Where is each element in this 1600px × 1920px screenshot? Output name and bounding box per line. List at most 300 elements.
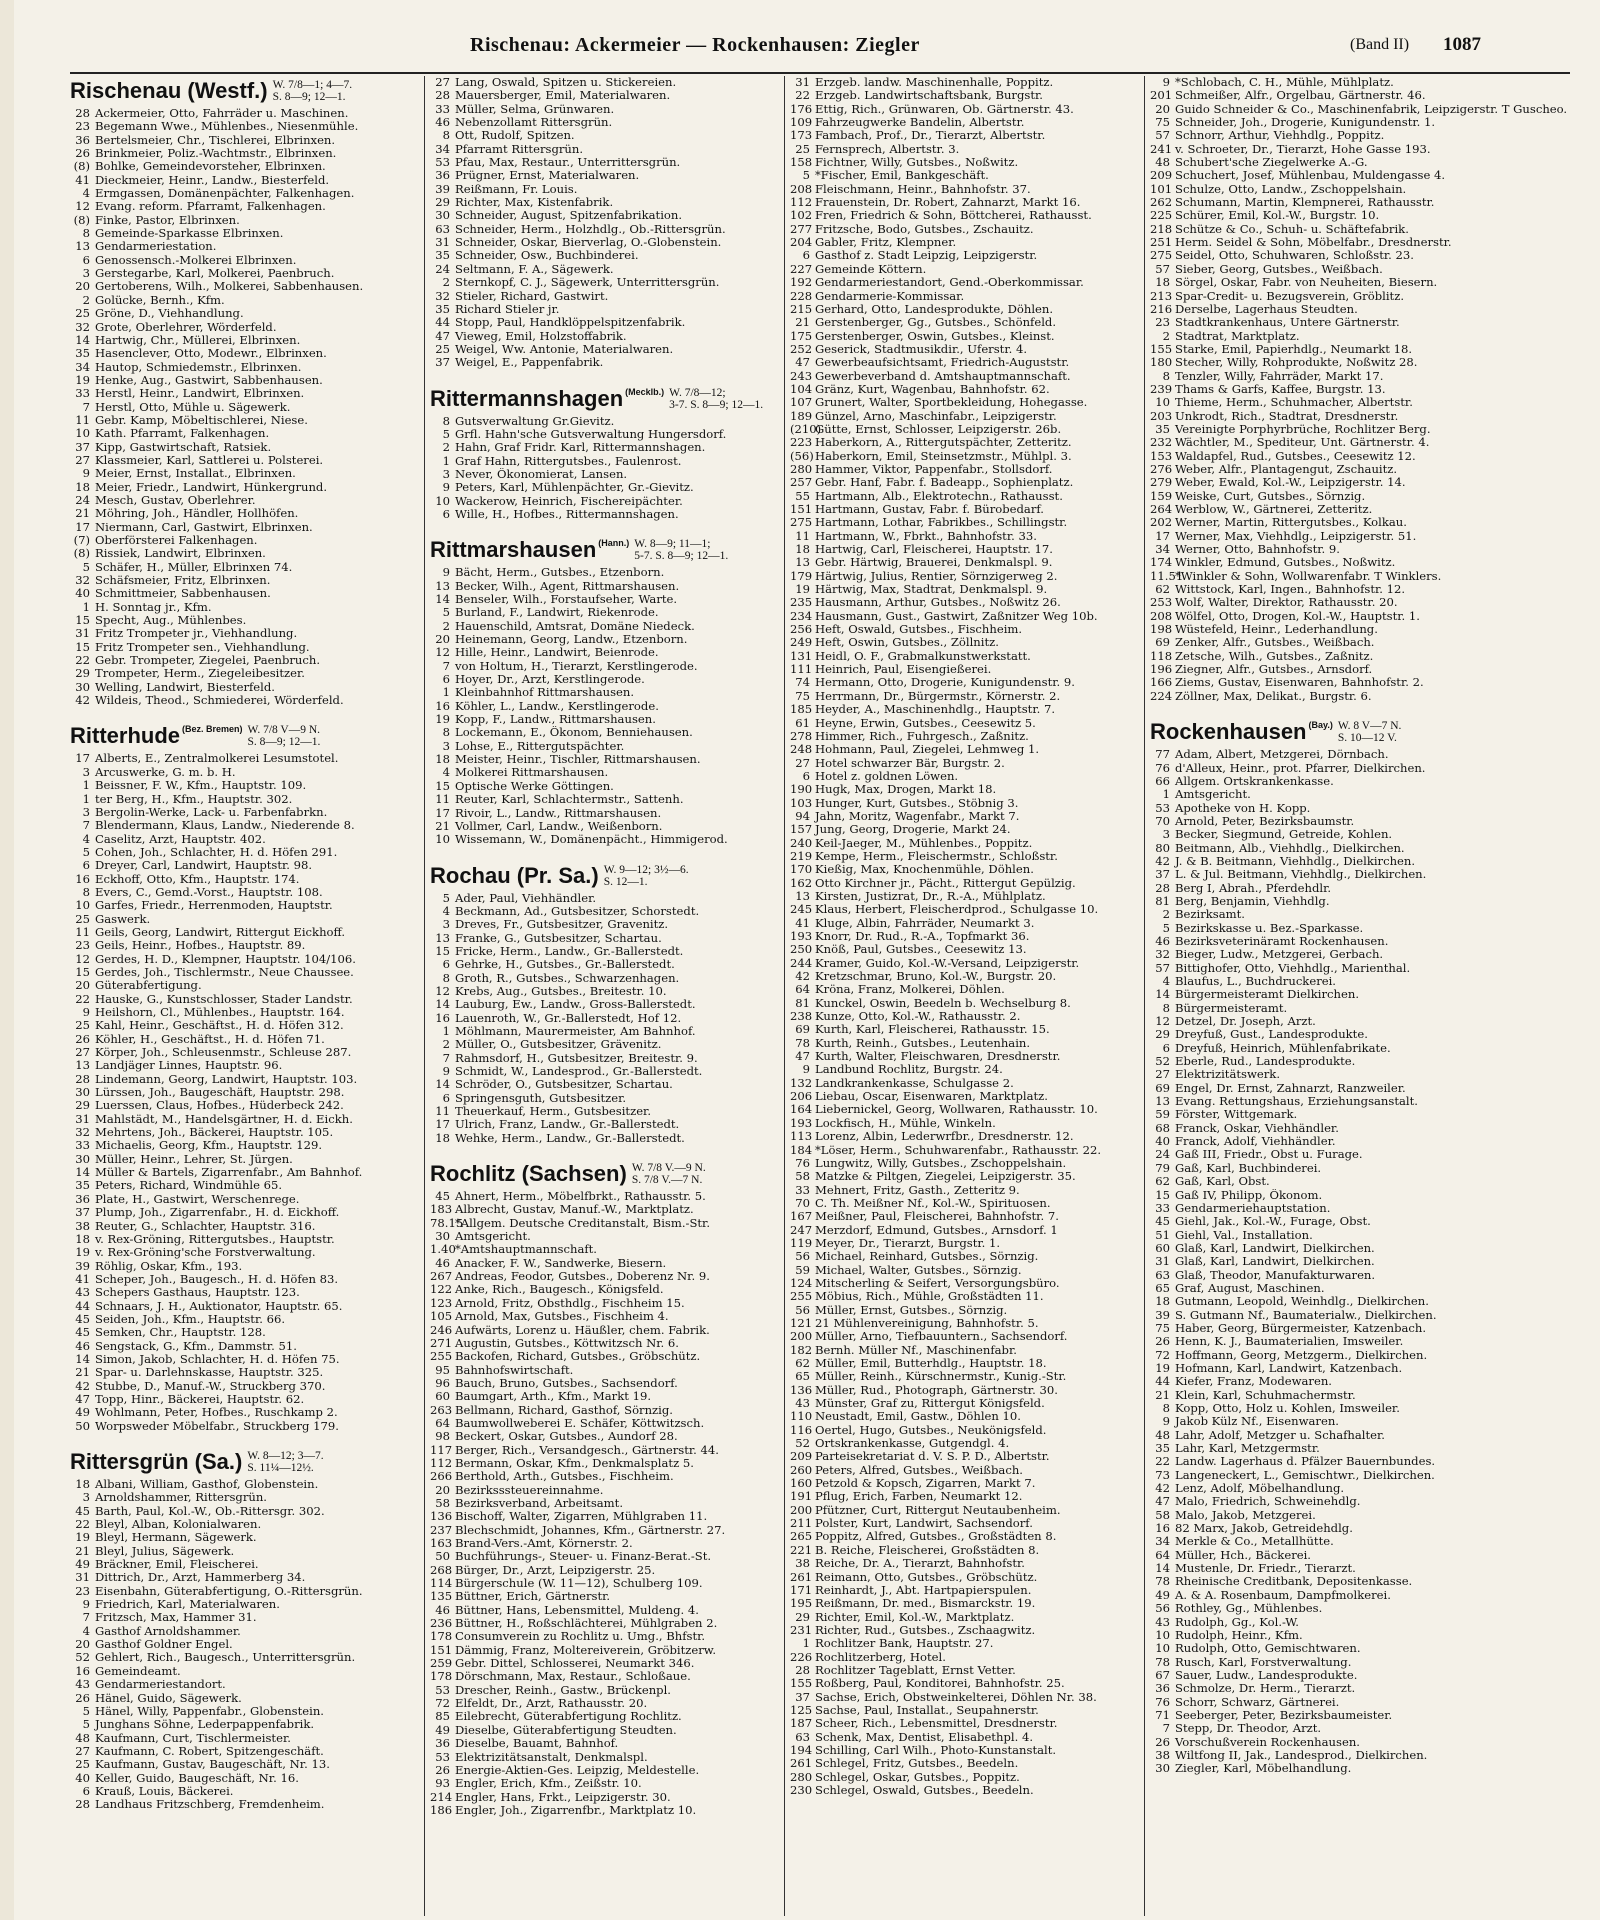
listing-entry [790, 1290, 1140, 1303]
phone-number: 9 [802, 1063, 810, 1077]
subscriber-name: Peters, Karl, Mühlenpächter, Gr.-Gievitz. [455, 481, 694, 495]
phone-number: 75 [1155, 1321, 1170, 1335]
phone-number: 265 [790, 1530, 813, 1544]
column-4 [1150, 76, 1570, 1916]
subscriber-name: Kiefer, Franz, Modewaren. [1175, 1375, 1332, 1389]
listing-entry [1150, 196, 1570, 209]
phone-number: 11 [75, 413, 90, 427]
phone-number: 8 [1162, 369, 1170, 383]
phone-number: 8 [82, 227, 90, 241]
subscriber-name: Förster, Wittgemark. [1175, 1108, 1298, 1122]
subscriber-name: Gewerbeaufsichtsamt, Friedrich-Auguststr. [815, 356, 1070, 370]
listing-entry [430, 143, 780, 156]
listing-entry [1150, 1482, 1570, 1495]
listing-entry [1150, 1135, 1570, 1148]
phone-number: 7 [442, 1051, 450, 1065]
subscriber-name: Bellmann, Richard, Gasthof, Sörnzig. [455, 1403, 673, 1417]
subscriber-name: Mauersberger, Emil, Materialwaren. [455, 89, 671, 103]
listing-entry [70, 1798, 420, 1811]
subscriber-name: Kirsten, Justizrat, Dr., R.-A., Mühlplatz. [815, 889, 1046, 903]
phone-number: 30 [435, 1230, 450, 1244]
phone-number: 73 [1155, 1468, 1170, 1482]
subscriber-name: Schürer, Emil, Kol.-W., Burgstr. 10. [1175, 209, 1380, 223]
listing-entry [70, 1692, 420, 1705]
listing-entry [70, 227, 420, 240]
listing-entry [790, 316, 1140, 329]
listing-entry [1150, 1028, 1570, 1041]
subscriber-name: *Löser, Herm., Schuhwarenfabr., Rathausstr. 22. [815, 1143, 1102, 1157]
region-label: (Hann.) [598, 538, 630, 549]
listing-entry [790, 1544, 1140, 1557]
subscriber-name: Kipp, Gastwirtschaft, Ratsiek. [95, 440, 272, 454]
listing-entry [70, 641, 420, 654]
phone-number: 15 [435, 944, 450, 958]
listing-entry [1150, 1562, 1570, 1575]
phone-number: 221 [790, 1543, 813, 1557]
listing-entry [790, 503, 1140, 516]
listing-entry [1150, 276, 1570, 289]
subscriber-name: Michaelis, Georg, Kfm., Hauptstr. 129. [95, 1139, 323, 1153]
phone-number: 20 [75, 979, 90, 993]
subscriber-name: Genossensch.-Molkerei Elbrinxen. [95, 253, 297, 267]
subscriber-name: Eisenbahn, Güterabfertigung, O.-Rittersgrün. [95, 1584, 363, 1598]
subscriber-name: Kretzschmar, Bruno, Kol.-W., Burgstr. 20. [815, 970, 1057, 984]
phone-number: 164 [790, 1103, 813, 1117]
listing-entry [430, 1697, 780, 1710]
subscriber-name: Evang. reform. Pfarramt, Falkenhagen. [95, 200, 326, 214]
listing-entry [430, 1270, 780, 1283]
subscriber-name: Knöß, Paul, Gutsbes., Ceesewitz 13. [815, 943, 1027, 957]
subscriber-name: Otto Kirchner jr., Pächt., Rittergut Gepülzig. [815, 876, 1076, 890]
listing-entry [1150, 343, 1570, 356]
phone-number: 44 [1155, 1375, 1170, 1389]
phone-number: 26 [75, 1032, 90, 1046]
listing-entry [1150, 1282, 1570, 1295]
subscriber-name: Kießig, Max, Knochenmühle, Döhlen. [815, 863, 1034, 877]
subscriber-name: Gemeindeamt. [95, 1664, 181, 1678]
subscriber-name: Eberle, Rud., Landesprodukte. [1175, 1055, 1356, 1069]
listing-entry [790, 490, 1140, 503]
phone-number: 59 [1155, 1108, 1170, 1122]
phone-number: 35 [75, 1179, 90, 1193]
subscriber-name: Hartwig, Chr., Müllerei, Elbrinxen. [95, 333, 301, 347]
subscriber-name: Backofen, Richard, Gutsbes., Gröbschütz. [455, 1350, 701, 1364]
subscriber-name: Schmeißer, Alfr., Orgelbau, Gärtnerstr. 46. [1175, 89, 1426, 103]
listing-entry [790, 1264, 1140, 1277]
subscriber-name: Haber, Georg, Bürgermeister, Katzenbach. [1175, 1321, 1427, 1335]
phone-number: 50 [75, 1419, 90, 1433]
subscriber-name: Schneider, Joh., Drogerie, Kunigundenstr. 1. [1175, 116, 1436, 130]
listing-entry [1150, 463, 1570, 476]
listing-entry [790, 636, 1140, 649]
phone-number: 58 [1155, 1508, 1170, 1522]
subscriber-name: *Schlobach, C. H., Mühle, Mühlplatz. [1175, 76, 1394, 89]
phone-number: 113 [790, 1130, 813, 1144]
phone-number: 157 [790, 823, 813, 837]
listing-entry [790, 623, 1140, 636]
phone-number: 16 [1155, 1522, 1170, 1536]
listing-entry [430, 1324, 780, 1337]
subscriber-name: Spar-Credit- u. Bezugsverein, Gröblitz. [1175, 289, 1404, 303]
phone-number: 37 [75, 440, 90, 454]
phone-number: 24 [435, 262, 450, 276]
subscriber-name: L. & Jul. Beitmann, Viehhdlg., Dielkirchen. [1175, 868, 1427, 882]
listing-entry [430, 740, 780, 753]
phone-number: 179 [790, 569, 813, 583]
subscriber-name: Bergolin-Werke, Lack- u. Farbenfabrkn. [95, 805, 328, 819]
subscriber-name: Roßberg, Paul, Konditorei, Bahnhofstr. 25. [815, 1677, 1065, 1691]
subscriber-name: Hunger, Kurt, Gutsbes., Stöbnig 3. [815, 796, 1019, 810]
listing-entry [1150, 1629, 1570, 1642]
subscriber-name: Grunert, Walter, Sportbekleidung, Hohegasse. [815, 396, 1088, 410]
place-name: Rockenhausen [1150, 719, 1307, 745]
listing-entry [430, 316, 780, 329]
subscriber-name: Ackermeier, Otto, Fahrräder u. Maschinen. [95, 107, 349, 120]
subscriber-name: Gebr. Hanf, Fabr. f. Badeapp., Sophienplatz. [815, 476, 1074, 490]
phone-number: 257 [790, 476, 813, 490]
listing-entry [790, 476, 1140, 489]
phone-number: 36 [75, 133, 90, 147]
phone-number: 30 [1155, 1762, 1170, 1776]
phone-number: 16 [75, 1664, 90, 1678]
listing-entry [790, 1651, 1140, 1664]
phone-number: 10 [75, 427, 90, 441]
subscriber-name: Keil-Jaeger, M., Mühlenbes., Poppitz. [815, 836, 1033, 850]
listing-entry [70, 280, 420, 293]
listing-entry [1150, 1415, 1570, 1428]
listing-entry [790, 837, 1140, 850]
listing-entry [1150, 450, 1570, 463]
subscriber-name: S. Gutmann Nf., Baumaterialw., Dielkirchen. [1175, 1308, 1437, 1322]
phone-number: 46 [435, 1256, 450, 1270]
listing-entry [1150, 962, 1570, 975]
listing-entry [430, 1444, 780, 1457]
weekday-hours: W. 7/8 V—9 N. [247, 724, 321, 737]
phone-number: 184 [790, 1143, 813, 1157]
listing-entry [430, 276, 780, 289]
subscriber-name: Michael, Walter, Gutsbes., Sörnzig. [815, 1263, 1022, 1277]
phone-number: 234 [790, 609, 813, 623]
listing-entry [790, 1571, 1140, 1584]
listing-entry [790, 583, 1140, 596]
subscriber-name: Berthold, Arth., Gutsbes., Fischheim. [455, 1470, 674, 1484]
listing-entry [790, 1704, 1140, 1717]
listing-entry [1150, 1202, 1570, 1215]
subscriber-name: Albani, William, Gasthof, Globenstein. [95, 1478, 319, 1491]
subscriber-name: Gewerbeverband d. Amtshauptmannschaft. [815, 369, 1071, 383]
phone-number: 278 [790, 729, 813, 743]
subscriber-name: Gabler, Fritz, Klempner. [815, 236, 957, 250]
listing-entry [790, 1250, 1140, 1263]
subscriber-name: Simon, Jakob, Schlachter, H. d. Höfen 75. [95, 1352, 340, 1366]
phone-number: 5 [82, 845, 90, 859]
subscriber-name: Optische Werke Göttingen. [455, 779, 614, 793]
listing-entry [70, 1651, 420, 1664]
phone-number: 256 [790, 623, 813, 637]
subscriber-name: Gerdes, H. D., Klempner, Hauptstr. 104/106. [95, 952, 356, 966]
listing-entry [1150, 948, 1570, 961]
subscriber-name: Lungwitz, Willy, Gutsbes., Zschoppelshain. [815, 1156, 1067, 1170]
subscriber-name: Büttner, Erich, Gärtnerstr. [455, 1590, 611, 1604]
listing-entry [430, 1243, 780, 1256]
listing-entry [790, 1130, 1140, 1143]
subscriber-name: ter Berg, H., Kfm., Hauptstr. 302. [95, 792, 293, 806]
phone-number: 58 [795, 1170, 810, 1184]
subscriber-name: Engler, Joh., Zigarrenfbr., Marktplatz 10. [455, 1803, 697, 1817]
listing-entry [70, 953, 420, 966]
listing-entry [790, 1517, 1140, 1530]
listing-entry [70, 521, 420, 534]
listing-entry [790, 263, 1140, 276]
phone-number: 21 [75, 1544, 90, 1558]
subscriber-name: Guido Schneider & Co., Maschinenfabrik, Leipzigerstr. T Guscheo. [1175, 102, 1568, 116]
phone-number: 19 [75, 373, 90, 387]
phone-number: 22 [75, 1518, 90, 1532]
listing-entry [430, 249, 780, 262]
subscriber-name: Seiden, Joh., Kfm., Hauptstr. 66. [95, 1312, 286, 1326]
phone-number: 27 [795, 756, 810, 770]
phone-number: 2 [82, 293, 90, 307]
subscriber-name: Never, Ökonomierat, Lansen. [455, 467, 628, 481]
phone-number: 40 [75, 1771, 90, 1785]
listing-entry [1150, 1375, 1570, 1388]
subscriber-name: Gehrke, H., Gutsbes., Gr.-Ballerstedt. [455, 958, 675, 972]
listing-entry [1150, 583, 1570, 596]
subscriber-name: Pflug, Erich, Farben, Neumarkt 12. [815, 1490, 1023, 1504]
phone-number: 44 [435, 316, 450, 330]
listing-entry [1150, 1148, 1570, 1161]
listing-entry [790, 143, 1140, 156]
subscriber-name: Hänel, Guido, Sägewerk. [95, 1691, 242, 1705]
listing-entry [790, 783, 1140, 796]
subscriber-name: Richter, Max, Kistenfabrik. [455, 196, 614, 210]
phone-number: 19 [795, 583, 810, 597]
subscriber-name: Klaus, Herbert, Fleischerdprod., Schulgasse 10. [815, 903, 1099, 917]
listing-entry [70, 1772, 420, 1785]
phone-number: 8 [442, 414, 450, 428]
listing-entry [1150, 570, 1570, 583]
listing-entry [430, 169, 780, 182]
phone-number: 13 [795, 556, 810, 570]
listing-entry [430, 673, 780, 686]
subscriber-name: Bezirksamt. [1175, 908, 1245, 922]
listing-entry [790, 1144, 1140, 1157]
listing-entry [70, 886, 420, 899]
phone-number: 121 [790, 1316, 813, 1330]
subscriber-name: Bezirksverband, Arbeitsamt. [455, 1496, 624, 1510]
subscriber-name: Kopp, F., Landw., Rittmarshausen. [455, 713, 656, 727]
phone-number: 3 [82, 765, 90, 779]
phone-number: 38 [1155, 1748, 1170, 1762]
subscriber-name: d'Alleux, Heinr., prot. Pfarrer, Dielkirchen. [1175, 761, 1426, 775]
phone-number: 40 [75, 587, 90, 601]
subscriber-name: Hartwig, Carl, Fleischerei, Hauptstr. 17. [815, 543, 1053, 557]
region-label: (Bez. Bremen) [182, 724, 243, 735]
phone-number: 49 [75, 1406, 90, 1420]
listing-entry [790, 1370, 1140, 1383]
subscriber-name: Fritz Trompeter sen., Viehhandlung. [95, 640, 310, 654]
listing-entry [790, 570, 1140, 583]
subscriber-name: Klassmeier, Karl, Sattlerei u. Polsterei. [95, 453, 324, 467]
phone-number: 235 [790, 596, 813, 610]
subscriber-name: Brand-Vers.-Amt, Körnerstr. 2. [455, 1537, 633, 1550]
phone-number: 30 [435, 209, 450, 223]
phone-number: 14 [435, 593, 450, 606]
listing-entry [70, 1006, 420, 1019]
subscriber-name: Fren, Friedrich & Sohn, Böttcherei, Rathausst. [815, 209, 1092, 223]
subscriber-name: Gerstegarbe, Karl, Molkerei, Paenbruch. [95, 267, 335, 281]
phone-number: 75 [795, 689, 810, 703]
subscriber-name: Köhler, L., Landw., Kerstlingerode. [455, 699, 659, 713]
listing-entry [430, 807, 780, 820]
listing-entry [430, 780, 780, 793]
phone-number: 2 [442, 441, 450, 455]
subscriber-name: Köhler, H., Geschäftst., H. d. Höfen 71. [95, 1032, 325, 1046]
subscriber-name: Kluge, Albin, Fahrräder, Neumarkt 3. [815, 916, 1035, 930]
phone-number: 18 [435, 753, 450, 767]
phone-number: 45 [75, 1504, 90, 1518]
phone-number: 30 [75, 680, 90, 694]
subscriber-name: Mehnert, Fritz, Gasth., Zetteritz 9. [815, 1183, 1020, 1197]
subscriber-name: Müller & Bartels, Zigarrenfabr., Am Bahnhof. [95, 1166, 363, 1180]
subscriber-name: Gütte, Ernst, Schlosser, Leipzigerstr. 26b. [815, 422, 1062, 436]
listing-entry [70, 899, 420, 912]
subscriber-name: Franke, G., Gutsbesitzer, Schartau. [455, 931, 662, 945]
phone-number: 280 [790, 1770, 813, 1784]
subscriber-name: Kleinbahnhof Rittmarshausen. [455, 686, 635, 700]
listing-entry [1150, 1082, 1570, 1095]
phone-number: 13 [75, 240, 90, 254]
phone-number: 19 [75, 1246, 90, 1260]
subscriber-name: Gemeinde Köttern. [815, 262, 927, 276]
phone-number: 14 [435, 998, 450, 1012]
listing-entry [70, 1611, 420, 1624]
listing-entry [790, 1757, 1140, 1770]
subscriber-name: Buchführungs-, Steuer- u. Finanz-Berat.-St. [455, 1550, 712, 1564]
phone-number: 202 [1150, 516, 1173, 530]
left-page-margin [0, 0, 14, 1920]
subscriber-name: Hartmann, Alb., Elektrotechn., Rathausst. [815, 489, 1063, 503]
subscriber-name: Hausmann, Arthur, Gutsbes., Noßwitz 26. [815, 596, 1061, 610]
phone-number: 38 [795, 1557, 810, 1571]
subscriber-name: Büttner, H., Roßschlächterei, Mühlgraben 2. [455, 1617, 718, 1631]
phone-number: 1 [442, 454, 450, 468]
phone-number: 13 [75, 1059, 90, 1073]
listing-entry [70, 1732, 420, 1745]
phone-number: 178 [430, 1630, 453, 1644]
listing-entry [430, 1364, 780, 1377]
subscriber-name: Glaß, Karl, Landwirt, Dielkirchen. [1175, 1255, 1375, 1269]
subscriber-name: Vieweg, Emil, Holzstoffabrik. [455, 329, 627, 343]
subscriber-name: Bertelsmeier, Chr., Tischlerei, Elbrinxen. [95, 133, 336, 147]
sunday-hours: S. 7/8 V.—7 N. [631, 1174, 703, 1187]
listing-entry [70, 1073, 420, 1086]
phone-number: 12 [435, 984, 450, 998]
subscriber-name: Gendarmeriestation. [95, 240, 217, 254]
listing-entry [70, 1665, 420, 1678]
subscriber-name: Berger, Rich., Versandgesch., Gärtnerstr. 44. [455, 1443, 719, 1457]
listing-entry [70, 1033, 420, 1046]
subscriber-name: Schubert'sche Ziegelwerke A.-G. [1175, 156, 1368, 170]
listing-entry [790, 1277, 1140, 1290]
listing-entry [430, 580, 780, 593]
place-heading [430, 537, 780, 563]
phone-number: 10 [1155, 396, 1170, 410]
phone-number: 27 [1155, 1068, 1170, 1082]
phone-number: 28 [435, 89, 450, 103]
subscriber-name: Liebau, Oscar, Eisenwaren, Marktplatz. [815, 1090, 1048, 1104]
phone-number: 5 [442, 427, 450, 441]
listing-entry [70, 1545, 420, 1558]
phone-number: 78 [1155, 1655, 1170, 1669]
subscriber-name: Nebenzollamt Rittersgrün. [455, 116, 613, 130]
listing-entry [430, 1764, 780, 1777]
listing-entry [70, 1406, 420, 1419]
phone-number: 58 [435, 1496, 450, 1510]
column-1 [70, 76, 420, 1916]
subscriber-name: Apotheke von H. Kopp. [1175, 801, 1311, 815]
listing-entry [1150, 1122, 1570, 1135]
phone-number: 185 [790, 703, 813, 717]
subscriber-name: Gertoberens, Wilh., Molkerei, Sabbenhausen. [95, 280, 364, 294]
subscriber-name: Gasthof z. Stadt Leipzig, Leipzigerstr. [815, 249, 1038, 263]
listing-entry [790, 903, 1140, 916]
subscriber-name: J. & B. Beitmann, Viehhdlg., Dielkirchen. [1175, 854, 1416, 868]
phone-number: 6 [442, 673, 450, 687]
listing-entry [70, 174, 420, 187]
phone-number: 29 [75, 667, 90, 681]
subscriber-name: Fritzsche, Bodo, Gutsbes., Zschauitz. [815, 222, 1034, 236]
phone-number: 2 [442, 276, 450, 290]
subscriber-name: Schröder, O., Gutsbesitzer, Schartau. [455, 1078, 673, 1092]
listing-entry [70, 667, 420, 680]
listing-entry [70, 681, 420, 694]
subscriber-name: Schumann, Martin, Klempnerei, Rathausstr. [1175, 196, 1435, 210]
listing-entry [70, 1678, 420, 1691]
phone-number: 200 [790, 1503, 813, 1517]
phone-number: 11 [435, 793, 450, 807]
listing-entry [790, 156, 1140, 169]
phone-number: 255 [790, 1290, 813, 1304]
listing-entry [1150, 249, 1570, 262]
phone-number: 6 [802, 769, 810, 783]
subscriber-name: Gendarmeriestandort, Gend.-Oberkommissar. [815, 276, 1084, 290]
phone-number: 252 [790, 342, 813, 356]
subscriber-name: Wölfel, Otto, Drogen, Kol.-W., Hauptstr. 1. [1175, 609, 1420, 623]
subscriber-name: Schepers Gasthaus, Hauptstr. 123. [95, 1286, 300, 1300]
subscriber-name: Gasthof Arnoldshammer. [95, 1624, 241, 1638]
phone-number: 232 [1150, 436, 1173, 450]
listing-entry [430, 1052, 780, 1065]
listing-entry [430, 1377, 780, 1390]
phone-number: 151 [430, 1643, 453, 1657]
subscriber-name: Wolf, Walter, Direktor, Rathausstr. 20. [1175, 596, 1398, 610]
subscriber-name: Bittighofer, Otto, Viehhdlg., Marienthal. [1175, 961, 1411, 975]
subscriber-name: Knorr, Dr. Rud., R.-A., Topfmarkt 36. [815, 930, 1030, 943]
phone-number: 11 [795, 529, 810, 543]
listing-entry [1150, 1322, 1570, 1335]
phone-number: 6 [82, 859, 90, 873]
phone-number: 46 [75, 1339, 90, 1353]
phone-number: 33 [75, 1139, 90, 1153]
subscriber-name: Baumwollweberei E. Schäfer, Köttwitzsch. [455, 1416, 705, 1430]
phone-number: 253 [1150, 596, 1173, 610]
phone-number: 6 [442, 1091, 450, 1105]
phone-number: 12 [1155, 1015, 1170, 1029]
listing-entry [70, 1059, 420, 1072]
listing-entry [790, 530, 1140, 543]
listing-entry [430, 985, 780, 998]
